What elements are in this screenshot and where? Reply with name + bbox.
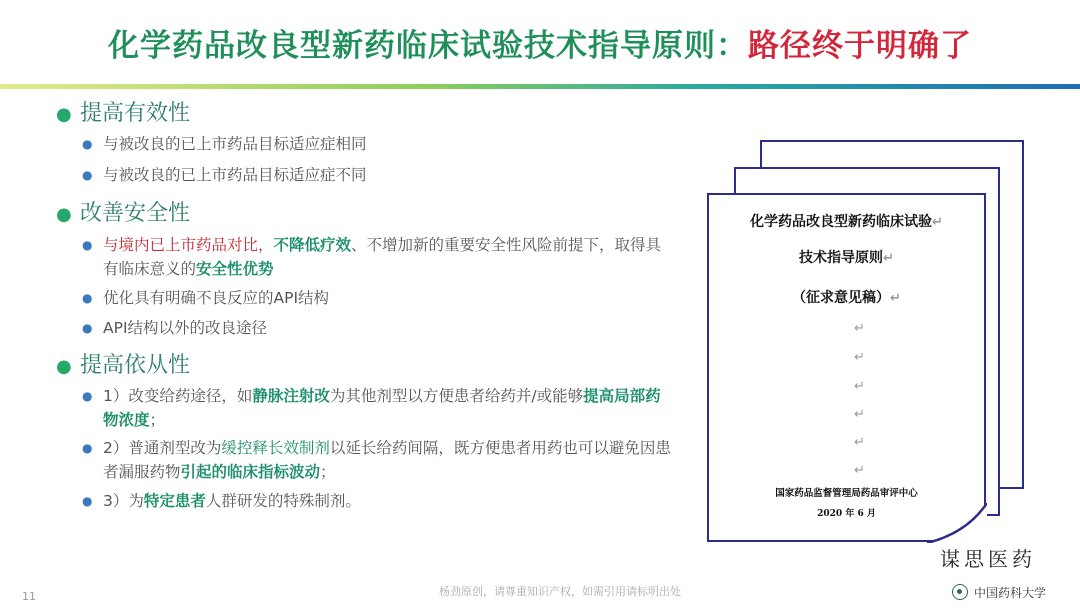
bullet-dot-icon: ● <box>56 204 72 225</box>
text-segment: 3）为 <box>103 492 144 510</box>
list-item <box>82 233 672 281</box>
slide-title <box>0 20 1080 65</box>
list-item-text <box>82 316 672 340</box>
bullet-dot-icon: ● <box>56 356 72 377</box>
section-heading-text: 提高依从性 <box>80 353 191 378</box>
document-page-front <box>707 193 986 542</box>
list-item <box>82 436 672 484</box>
list-item-text <box>82 233 672 281</box>
sub-bullet-icon: ● <box>82 494 93 508</box>
section-heading <box>56 348 190 379</box>
text-segment: 为其他剂型以方便患者给药并/或能够 <box>329 387 584 405</box>
list-item-text <box>82 286 672 310</box>
university-name: 中国药科大学 <box>974 585 1047 600</box>
list-item <box>82 163 672 187</box>
highlighted-text: 引起的临床指标波动 <box>180 463 321 481</box>
sub-bullet-icon: ● <box>82 389 93 403</box>
highlighted-text: 缓控释长效制剂 <box>221 439 330 457</box>
doc-title-line2: 技术指导原则↵ <box>799 250 894 266</box>
sub-bullet-icon: ● <box>82 137 93 151</box>
list-item-text <box>82 489 672 513</box>
text-segment: 与被改良的已上市药品目标适应症不同 <box>103 166 367 184</box>
title-underline-right <box>700 84 1080 89</box>
section-heading <box>56 196 190 227</box>
list-item-text <box>82 436 672 484</box>
sub-bullet-icon: ● <box>82 441 93 455</box>
sub-bullet-icon: ● <box>82 291 93 305</box>
footer-note: 杨劲原创，请尊重知识产权，如需引用请标明出处 <box>439 585 681 598</box>
list-item-text <box>82 384 672 432</box>
doc-agency: 国家药品监督管理局药品审评中心 <box>775 488 918 499</box>
bullet-dot-icon: ● <box>56 104 72 125</box>
highlighted-text: 提高局部药物浓度 <box>103 387 661 429</box>
return-mark: ↵ <box>854 435 865 450</box>
list-item-text <box>82 163 672 187</box>
highlighted-text: 特定患者 <box>143 492 206 510</box>
return-mark: ↵ <box>854 463 865 478</box>
watermark: 谋思医药 <box>940 547 1036 571</box>
doc-title-line3: （征求意见稿）↵ <box>792 290 901 306</box>
text-segment: 、不增加新的重要安全性风险前提下，取得具有临床意义的 <box>103 236 662 278</box>
page-curl-icon <box>927 503 987 543</box>
highlighted-text: 与境内已上市药品对比 <box>103 236 259 254</box>
return-mark: ↵ <box>854 407 865 422</box>
highlighted-text: 静脉注射改 <box>252 387 330 405</box>
list-item <box>82 132 672 156</box>
list-item-text <box>82 132 672 156</box>
text-segment: 人群研发的特殊制剂。 <box>205 492 361 510</box>
doc-title-line1: 化学药品改良型新药临床试验↵ <box>750 214 943 230</box>
page-number: 11 <box>22 590 36 603</box>
return-mark: ↵ <box>854 350 865 365</box>
doc-date: 2020 年 6 月 <box>817 509 876 519</box>
text-segment: 优化具有明确不良反应的API结构 <box>103 289 330 307</box>
return-mark: ↵ <box>854 321 865 336</box>
section-heading-text: 提高有效性 <box>80 101 191 126</box>
section-heading-text: 改善安全性 <box>80 201 191 226</box>
list-item <box>82 489 672 513</box>
highlighted-text: 不降低疗效 <box>273 236 352 254</box>
title-underline-left <box>0 84 700 89</box>
text-segment: ； <box>149 411 166 429</box>
university-seal-icon <box>952 584 968 600</box>
sub-bullet-icon: ● <box>82 321 93 335</box>
university-logo <box>952 582 1046 602</box>
sub-bullet-icon: ● <box>82 168 93 182</box>
text-segment: ； <box>320 463 336 481</box>
list-item <box>82 286 672 310</box>
title-main: 化学药品改良型新药临床试验技术指导原则： <box>108 28 748 64</box>
list-item <box>82 316 672 340</box>
text-segment: 2）普通剂型改为 <box>103 439 222 457</box>
text-segment: API结构以外的改良途径 <box>103 319 268 337</box>
highlighted-text: 安全性优势 <box>196 260 274 278</box>
text-segment: ， <box>258 236 274 254</box>
title-highlight: 路径终于明确了 <box>748 28 972 64</box>
text-segment: 与被改良的已上市药品目标适应症相同 <box>103 135 367 153</box>
return-mark: ↵ <box>854 379 865 394</box>
slide-header <box>0 0 1080 84</box>
text-segment: 1）改变给药途径，如 <box>103 387 253 405</box>
sub-bullet-icon: ● <box>82 238 93 252</box>
text-segment: 以延长给药间隔，既方便患者用药也可以避免因患者漏服药物 <box>103 439 671 481</box>
section-heading <box>56 96 190 127</box>
list-item <box>82 384 672 432</box>
